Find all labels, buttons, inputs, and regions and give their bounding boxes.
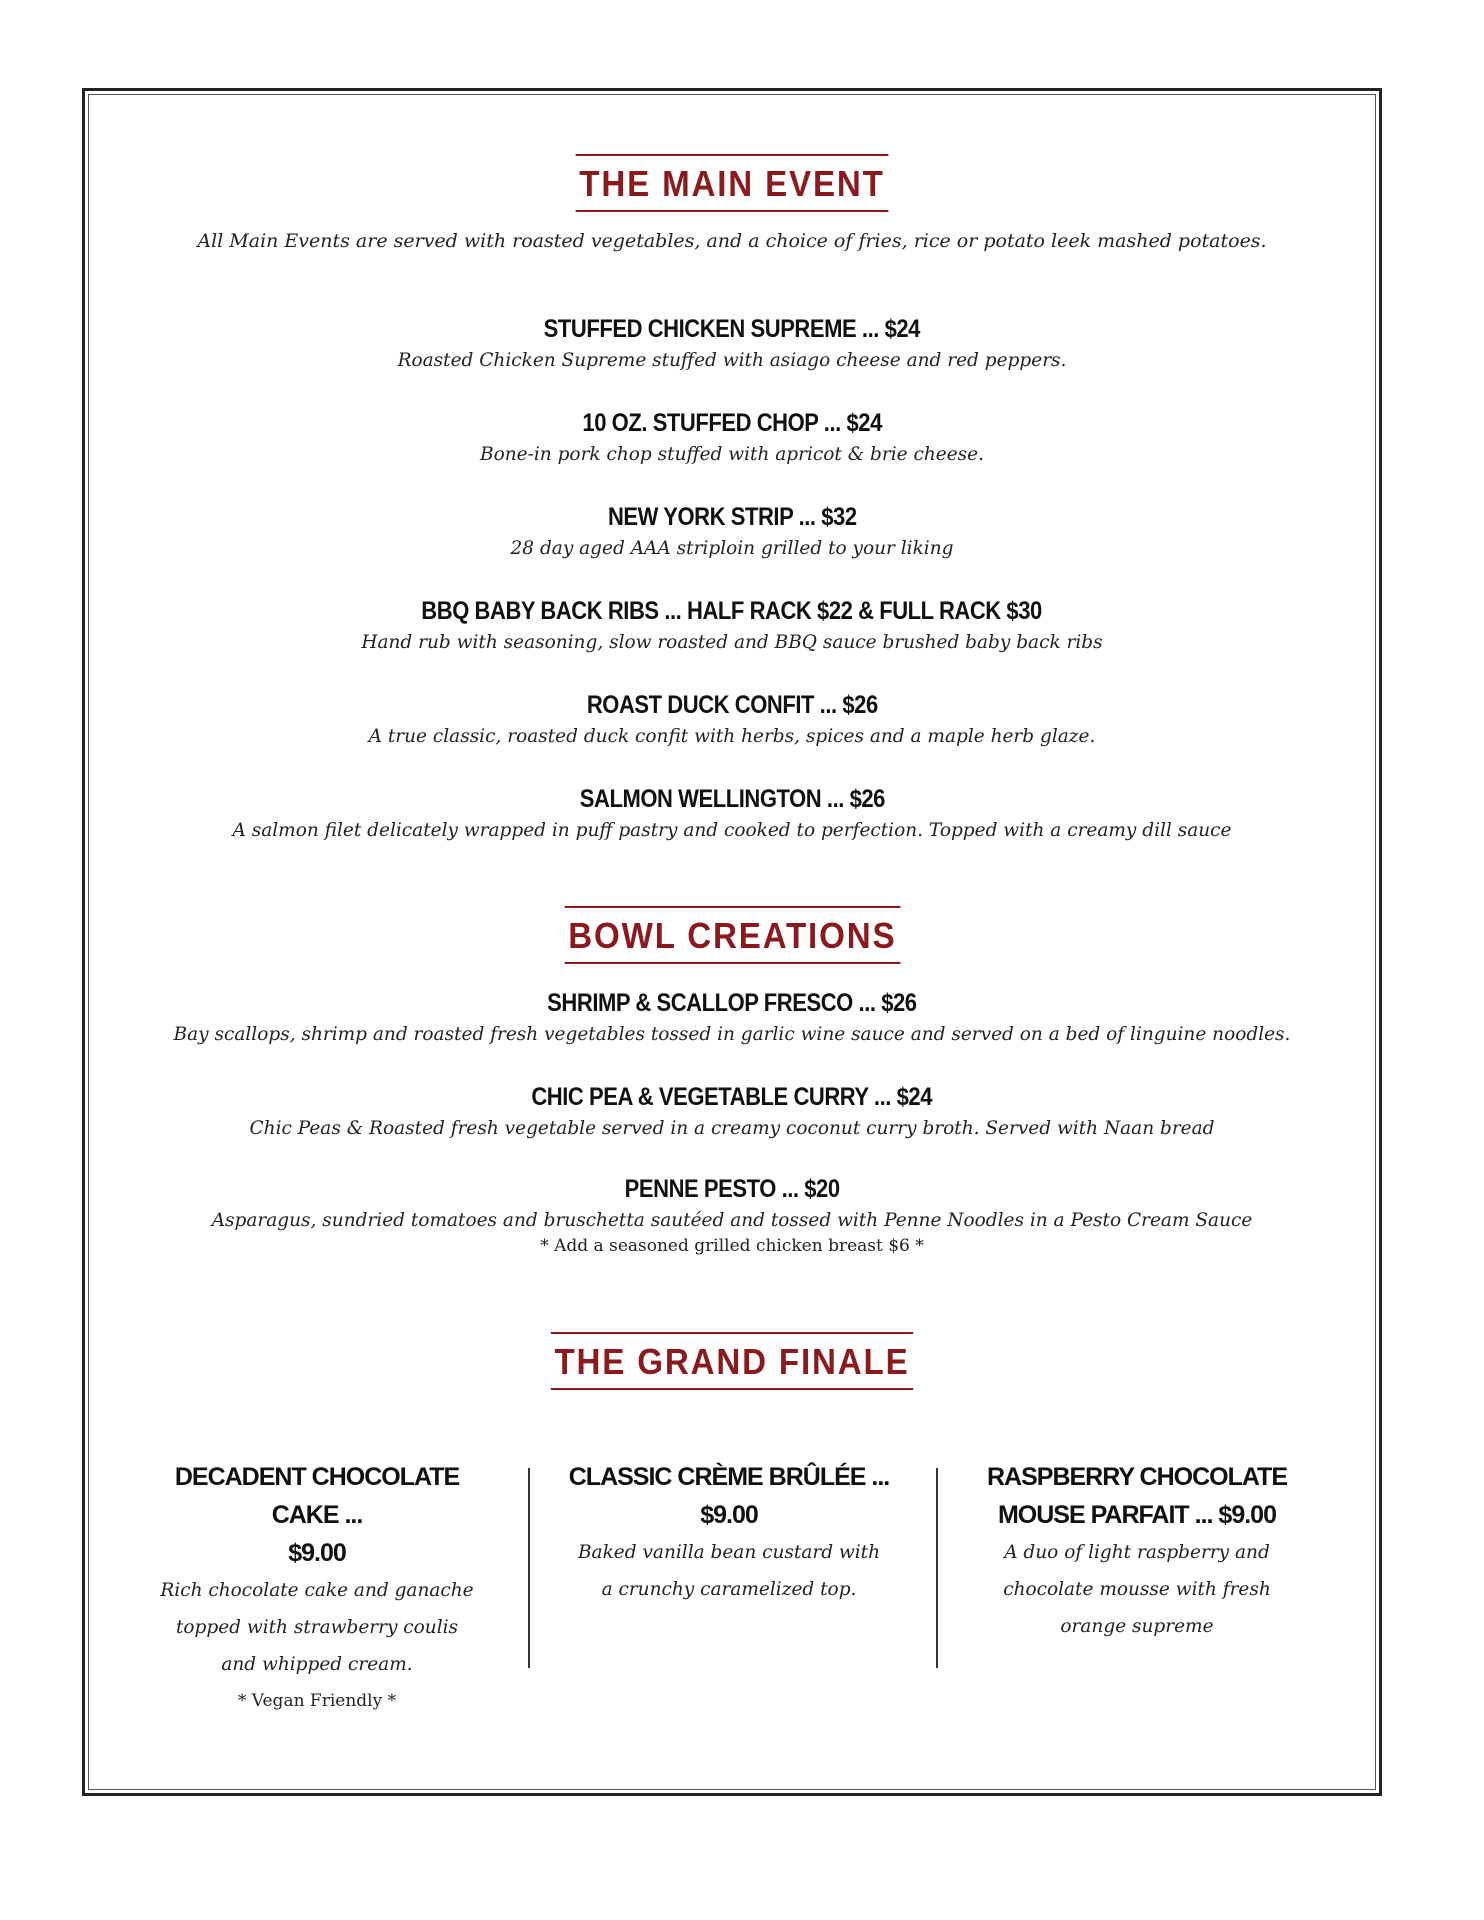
item-name: RASPBERRY CHOCOLATE	[986, 1463, 1287, 1491]
item-description: Bone-in pork chop stuffed with apricot & brie cheese.	[480, 444, 984, 465]
menu-item	[88, 690, 1376, 750]
main-event-title: THE MAIN EVENT	[576, 154, 889, 212]
item-name: CLASSIC CRÈME BRÛLÉE ...	[568, 1463, 890, 1491]
item-description-line: and whipped cream.	[221, 1654, 413, 1675]
dessert-item	[972, 1458, 1302, 1645]
item-description: Chic Peas & Roasted fresh vegetable served in a creamy coconut curry broth. Served with Naan bread	[249, 1118, 1215, 1139]
item-description: A true classic, roasted duck confit with herbs, spices and a maple herb glaze.	[368, 726, 1096, 747]
item-description: 28 day aged AAA striploin grilled to your liking	[510, 538, 954, 559]
item-name: STUFFED CHICKEN SUPREME ... $24	[543, 315, 921, 343]
menu-item	[88, 1082, 1376, 1142]
item-price: $9.00	[700, 1501, 758, 1529]
menu-item	[88, 784, 1376, 844]
item-description: A salmon filet delicately wrapped in puff pastry and cooked to perfection. Topped with a creamy dill sauce	[232, 820, 1232, 841]
column-divider	[528, 1468, 530, 1668]
menu-item	[88, 502, 1376, 562]
item-note: * Vegan Friendly *	[237, 1691, 397, 1711]
menu-item	[88, 314, 1376, 374]
item-description-line: chocolate mousse with fresh	[1003, 1579, 1271, 1600]
item-description-line: a crunchy caramelized top.	[601, 1579, 857, 1600]
item-description-line: Rich chocolate cake and ganache	[160, 1580, 474, 1601]
main-event-intro: All Main Events are served with roasted vegetables, and a choice of fries, rice or potato leek mashed potatoes.	[197, 230, 1267, 252]
menu-item	[88, 988, 1376, 1048]
item-name-line2: MOUSE PARFAIT ... $9.00	[997, 1501, 1276, 1529]
menu-item	[88, 596, 1376, 656]
menu-item	[88, 408, 1376, 468]
item-name: SALMON WELLINGTON ... $26	[579, 785, 885, 813]
item-description-line: A duo of light raspberry and	[1004, 1542, 1270, 1563]
bowl-creations-title: BOWL CREATIONS	[564, 906, 899, 964]
main-event-header	[88, 154, 1376, 212]
item-name: BBQ BABY BACK RIBS ... HALF RACK $22 & FULL RACK $30	[421, 597, 1043, 625]
item-name: PENNE PESTO ... $20	[624, 1175, 840, 1203]
item-name: ROAST DUCK CONFIT ... $26	[586, 691, 878, 719]
item-name: 10 OZ. STUFFED CHOP ... $24	[582, 409, 882, 437]
item-description: Asparagus, sundried tomatoes and bruschetta sautéed and tossed with Penne Noodles in a Pesto Cream Sauce	[211, 1210, 1253, 1231]
dessert-item	[564, 1458, 894, 1608]
column-divider	[936, 1468, 938, 1668]
main-event-intro-block	[88, 230, 1376, 252]
item-name: NEW YORK STRIP ... $32	[607, 503, 857, 531]
item-description: Roasted Chicken Supreme stuffed with asiago cheese and red peppers.	[397, 350, 1067, 371]
item-name: CHIC PEA & VEGETABLE CURRY ... $24	[531, 1083, 933, 1111]
item-description-line: orange supreme	[1060, 1616, 1214, 1637]
grand-finale-title: THE GRAND FINALE	[551, 1332, 913, 1390]
item-description: Bay scallops, shrimp and roasted fresh vegetables tossed in garlic wine sauce and served on a bed of linguine noodles.	[173, 1024, 1291, 1045]
menu-item	[88, 1174, 1376, 1258]
dessert-item	[152, 1458, 482, 1719]
item-description: Hand rub with seasoning, slow roasted and BBQ sauce brushed baby back ribs	[361, 632, 1103, 653]
bowl-creations-header	[88, 906, 1376, 964]
item-note: * Add a seasoned grilled chicken breast $6 *	[540, 1236, 924, 1256]
item-price: $9.00	[288, 1539, 346, 1567]
item-name: SHRIMP & SCALLOP FRESCO ... $26	[547, 989, 917, 1017]
item-name: DECADENT CHOCOLATE CAKE ...	[174, 1463, 460, 1529]
item-description-line: Baked vanilla bean custard with	[577, 1542, 881, 1563]
item-description-line: topped with strawberry coulis	[175, 1617, 459, 1638]
grand-finale-header	[88, 1332, 1376, 1390]
